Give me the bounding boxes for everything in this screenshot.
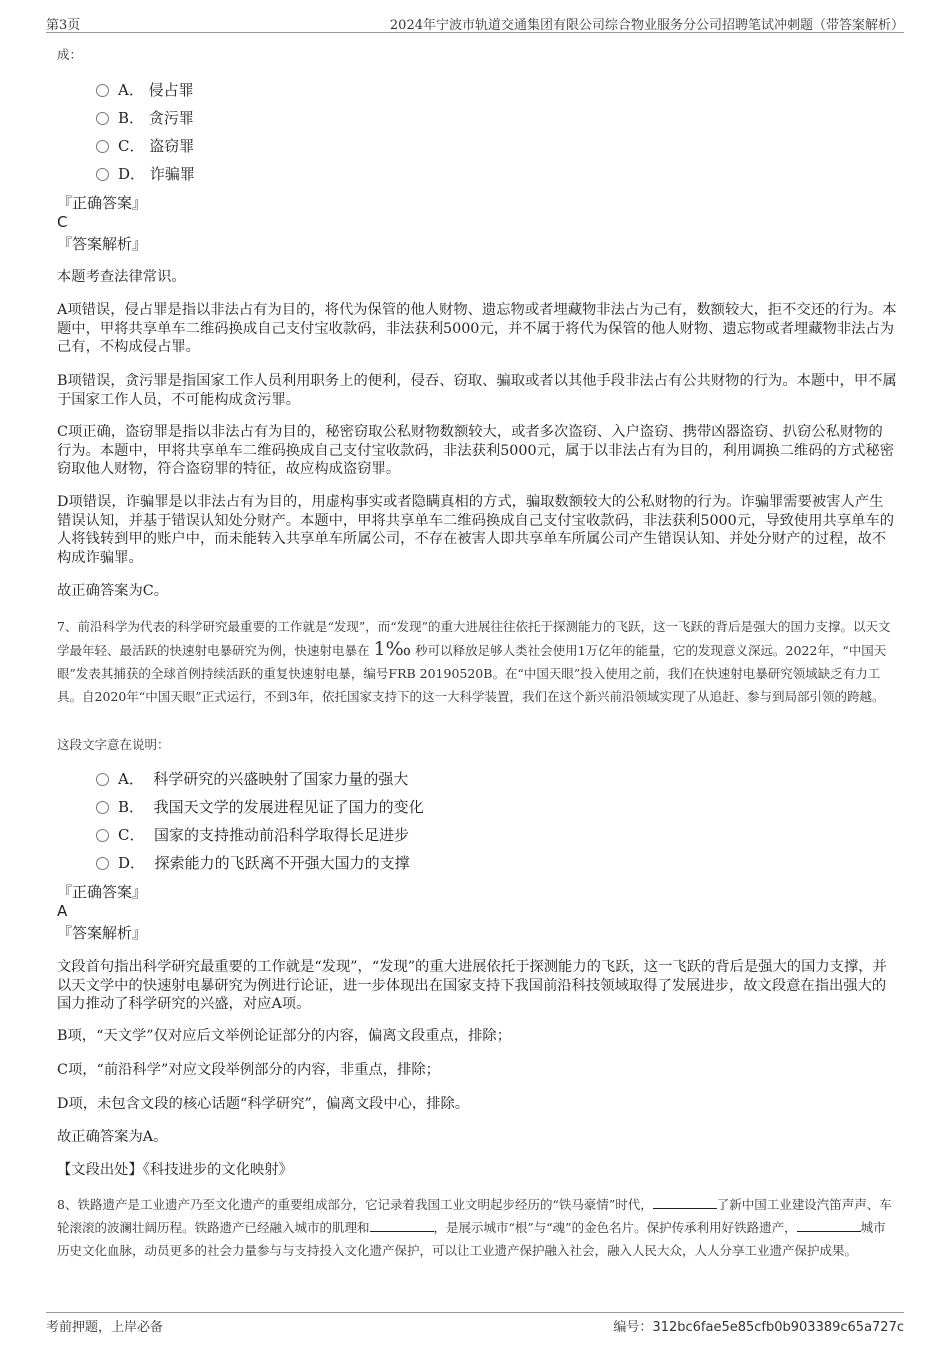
radio-icon[interactable]: [96, 112, 109, 125]
radio-icon[interactable]: [96, 773, 109, 786]
radio-icon[interactable]: [96, 857, 109, 870]
page-number: 第3页: [46, 18, 81, 33]
q6-analysis-intro: 本题考查法律常识。: [57, 269, 186, 285]
q6-stem-tail: 成：: [57, 47, 83, 62]
q6-option-c[interactable]: C． 盗窃罪: [96, 135, 194, 157]
q6-analysis-d: D项错误，诈骗罪是以非法占有为目的，用虚构事实或者隐瞒真相的方式，骗取数额较大的公私财物的行为。诈骗罪需要被害人产生错误认知，并基于错误认知处分财产。本题中，甲将共享单车二维码换成自己支付宝收款码，非法获利5000元，导致使用共享单车的人将钱转到甲的账户中，而未能转入共享单车所属公司，不存在被害人即共享单车所属公司产生错误认知、并处分财产的过程，故不构成诈骗罪。: [57, 494, 895, 566]
page-header: [46, 14, 904, 33]
q8-stem: 8、铁路遗产是工业遗产乃至文化遗产的重要组成部分，它记录着我国工业文明起步经历的“铁马豪情”时代， 了新中国工业建设汽笛声声、车轮滚滚的波澜壮阔历程。铁路遗产已经融入城市的肌理和 ，是展示城市“根”与“魂”的金色名片。保护传承利用好铁路遗产， 城市历史文化血脉，动员更多的社会力量参与与支持投入文化遗产保护，可以让工业遗产保护融入社会，融入人民大众，人人分享工业遗产保护成果。: [57, 1197, 892, 1258]
q7-answer-title: 『正确答案』: [57, 883, 148, 901]
q7-answer: A: [57, 902, 68, 920]
page-footer: [46, 1312, 904, 1335]
radio-icon[interactable]: [96, 801, 109, 814]
q7-analysis-c: C项，“前沿科学”对应文段举例部分的内容，非重点，排除；: [57, 1062, 440, 1078]
radio-icon[interactable]: [96, 829, 109, 842]
q7-analysis-b: B项，“天文学”仅对应后文举例论证部分的内容，偏离文段重点，排除；: [57, 1028, 512, 1044]
q6-option-a[interactable]: A． 侵占罪: [96, 79, 194, 101]
q6-option-d[interactable]: D． 诈骗罪: [96, 163, 195, 185]
q7-analysis-main: 文段首句指出科学研究最重要的工作就是“发现”，“发现”的重大进展依托于探测能力的飞跃，这一飞跃的背后是强大的国力支撑，并以天文学中的快速射电暴研究为例进行论证，进一步体现出在国家支持下我国前沿科技领域取得了发展进步，故文段意在指出强大的国力推动了科学研究的兴盛，对应A项。: [57, 959, 887, 1012]
q6-analysis-conclusion: 故正确答案为C。: [57, 583, 169, 599]
radio-icon[interactable]: [96, 140, 109, 153]
q7-analysis-d: D项，未包含文段的核心话题“科学研究”，偏离文段中心，排除。: [57, 1096, 470, 1112]
q6-analysis-title: 『答案解析』: [57, 235, 148, 253]
q7-analysis-title: 『答案解析』: [57, 924, 148, 942]
q7-option-a[interactable]: A． 科学研究的兴盛映射了国家力量的强大: [96, 768, 408, 790]
q6-answer: C: [57, 213, 68, 231]
permille-value: 1‰: [373, 638, 412, 660]
q6-option-b[interactable]: B． 贪污罪: [96, 107, 194, 129]
q7-stem: 7、前沿科学为代表的科学研究最重要的工作就是“发现”，而“发现”的重大进展往往依托于探测能力的飞跃，这一飞跃的背后是强大的国力支撑。以天文学最年轻、最活跃的快速射电暴研究为例，快速射电暴在 1‰ 秒可以释放足够人类社会使用1万亿年的能量，它的发现意义深远。2022年，“中国天眼”发表其捕获的全球首例持续活跃的重复快速射电暴，编号FRB 20190520B。在“中国天眼”投入使用之前，我们在快速射电暴研究领域缺乏有力工具。自2020年“中国天眼”正式运行，不到3年，依托国家支持下的这一大科学装置，我们在这个新兴前沿领域实现了从追赶、参与到局部引领的跨越。: [57, 619, 891, 704]
blank-2[interactable]: [370, 1219, 434, 1232]
q7-question: 这段文字意在说明：: [57, 737, 170, 752]
q6-analysis-a: A项错误，侵占罪是指以非法占有为目的，将代为保管的他人财物、遗忘物或者埋藏物非法占为己有，数额较大，拒不交还的行为。本题中，甲将共享单车二维码换成自己支付宝收款码，非法获利5000元，并不属于将代为保管的他人财物、遗忘物或者埋藏物非法占为己有，不构成侵占罪。: [57, 302, 897, 355]
q7-source: 【文段出处】《科技进步的文化映射》: [57, 1162, 293, 1178]
q7-option-c[interactable]: C． 国家的支持推动前沿科学取得长足进步: [96, 824, 409, 846]
document-title: 2024年宁波市轨道交通集团有限公司综合物业服务分公司招聘笔试冲刺题（带答案解析）: [389, 18, 904, 33]
q7-analysis-conclusion: 故正确答案为A。: [57, 1129, 168, 1145]
radio-icon[interactable]: [96, 84, 109, 97]
q6-analysis-c: C项正确，盗窃罪是指以非法占有为目的，秘密窃取公私财物数额较大，或者多次盗窃、入户盗窃、携带凶器盗窃、扒窃公私财物的行为。本题中，甲将共享单车二维码换成自己支付宝收款码，非法获利5000元，属于以非法占有为目的，利用调换二维码的方式秘密窃取他人财物，符合盗窃罪的特征，故应构成盗窃罪。: [57, 424, 895, 477]
blank-3[interactable]: [797, 1219, 861, 1232]
blank-1[interactable]: [653, 1196, 717, 1209]
q6-answer-title: 『正确答案』: [57, 194, 148, 212]
footer-code: 编号：312bc6fae5e85cfb0b903389c65a727c: [613, 1320, 904, 1335]
q6-analysis-b: B项错误，贪污罪是指国家工作人员利用职务上的便利，侵吞、窃取、骗取或者以其他手段非法占有公共财物的行为。本题中，甲不属于国家工作人员，不可能构成贪污罪。: [57, 373, 897, 408]
q7-option-b[interactable]: B． 我国天文学的发展进程见证了国力的变化: [96, 796, 424, 818]
radio-icon[interactable]: [96, 168, 109, 181]
footer-slogan: 考前押题，上岸必备: [46, 1320, 164, 1335]
q7-option-d[interactable]: D． 探索能力的飞跃离不开强大国力的支撑: [96, 852, 410, 874]
